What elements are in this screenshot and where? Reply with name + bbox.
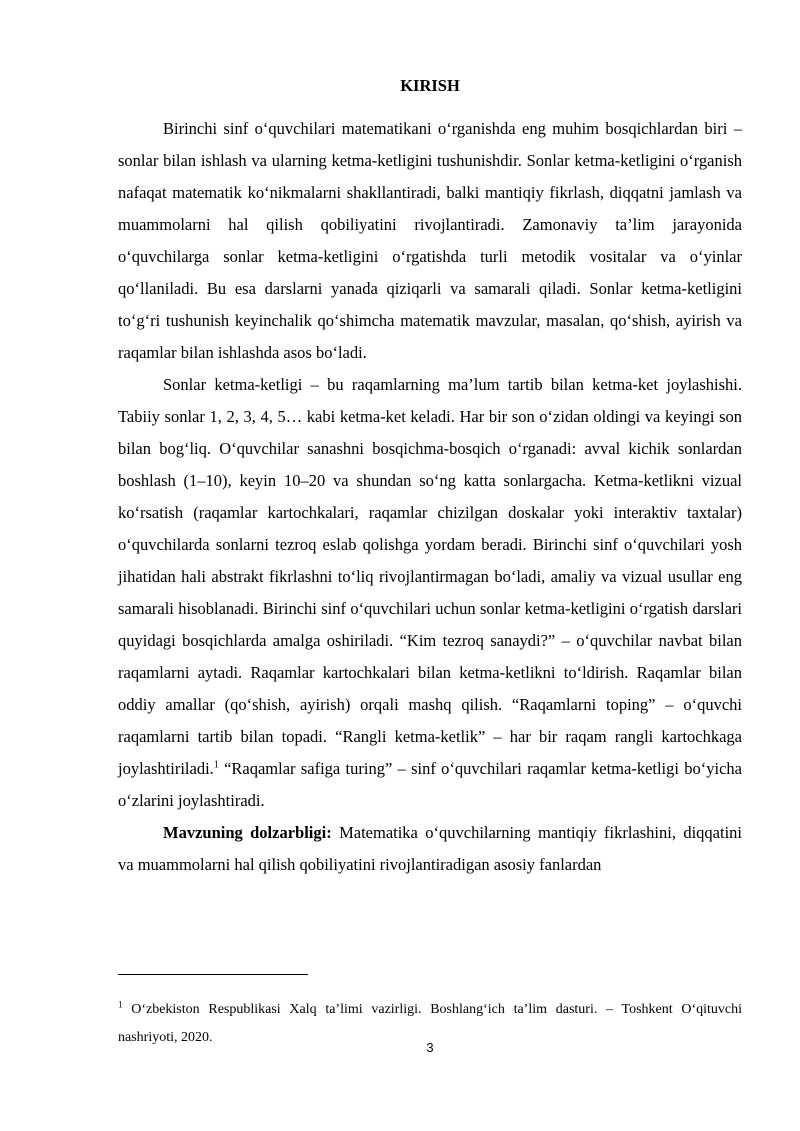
footnote-separator: [118, 974, 308, 975]
body-text: [118, 113, 742, 881]
footnote-reference[interactable]: 1: [213, 759, 219, 771]
paragraph-sequence: [118, 369, 742, 817]
footnote-text: O‘zbekiston Respublikasi Xalq ta’limi vazirligi. Boshlang‘ich ta’lim dasturi. – Toshkent O‘qituvchi nashriyoti, 2020.: [118, 1002, 742, 1045]
section-heading: KIRISH: [400, 76, 460, 95]
paragraph-sequence-text: Sonlar ketma-ketligi – bu raqamlarning ma’lum tartib bilan ketma-ket joylashishi. Tabiiy sonlar 1, 2, 3, 4, 5… kabi ketma-ket keladi. Har bir son o‘zidan oldingi va keyingi son bilan bog‘liq. O‘quvchilar sanashni bosqichma-bosqich o‘rganadi: avval kichik sonlardan boshlash (1–10), keyin 10–20 va shundan so‘ng katta sonlargacha. Ketma-ketlikni vizual ko‘rsatish (raqamlar kartochkalari, raqamlar chizilgan doskalar yoki interaktiv taxtalar) o‘quvchilarda sonlarni tezroq eslab qolishga yordam beradi. Birinchi sinf o‘quvchilari yosh jihatidan hali abstrakt fikrlashni to‘liq rivojlantirmagan bo‘ladi, amaliy va vizual usullar eng samarali hisoblanadi. Birinchi sinf o‘quvchilari uchun sonlar ketma-ketligini o‘rgatish darslari quyidagi bosqichlarda amalga oshiriladi. “Kim tezroq sanaydi?” – o‘quvchilar navbat bilan raqamlarni aytadi. Raqamlar kartochkalari bilan ketma-ketlikni to‘ldirish. Raqamlar bilan oddiy amallar (qo‘shish, ayirish) orqali mashq qilish. “Raqamlarni toping” – o‘quvchi raqamlarni tartib bilan topadi. “Rangli ketma-ketlik” – har bir raqam rangli kartochkaga joylashtiriladi.: [118, 375, 742, 778]
paragraph-relevance: [118, 817, 742, 881]
paragraph-intro: Birinchi sinf o‘quvchilari matematikani o‘rganishda eng muhim bosqichlardan biri – sonlar bilan ishlash va ularning ketma-ketligini tushunishdir. Sonlar ketma-ketligini o‘rganish nafaqat matematik ko‘nikmalarni shakllantiradi, balki mantiqiy fikrlash, diqqatni jamlash va muammolarni hal qilish qobiliyatini rivojlantiradi. Zamonaviy ta’lim jarayonida o‘quvchilarga sonlar ketma-ketligini o‘rgatishda turli metodik vositalar va o‘yinlar qo‘llaniladi. Bu esa darslarni yanada qiziqarli va samarali qiladi. Sonlar ketma-ketligini to‘g‘ri tushunish keyinchalik qo‘shimcha matematik mavzular, masalan, qo‘shish, ayirish va raqamlar bilan ishlashda asos bo‘ladi.: [118, 119, 742, 362]
page-number: 3: [426, 1040, 434, 1055]
relevance-text: Matematika o‘quvchilarning mantiqiy fikrlashini, diqqatini va muammolarni hal qilish qobiliyatini rivojlantiradigan asosiy fanlardan: [118, 823, 742, 874]
paragraph-sequence-continuation: “Raqamlar safiga turing” – sinf o‘quvchilari raqamlar ketma-ketligi bo‘yicha o‘zlarini joylashtiradi.: [118, 759, 742, 810]
footnote-number: 1: [118, 999, 123, 1010]
relevance-label: Mavzuning dolzarbligi:: [163, 823, 332, 842]
